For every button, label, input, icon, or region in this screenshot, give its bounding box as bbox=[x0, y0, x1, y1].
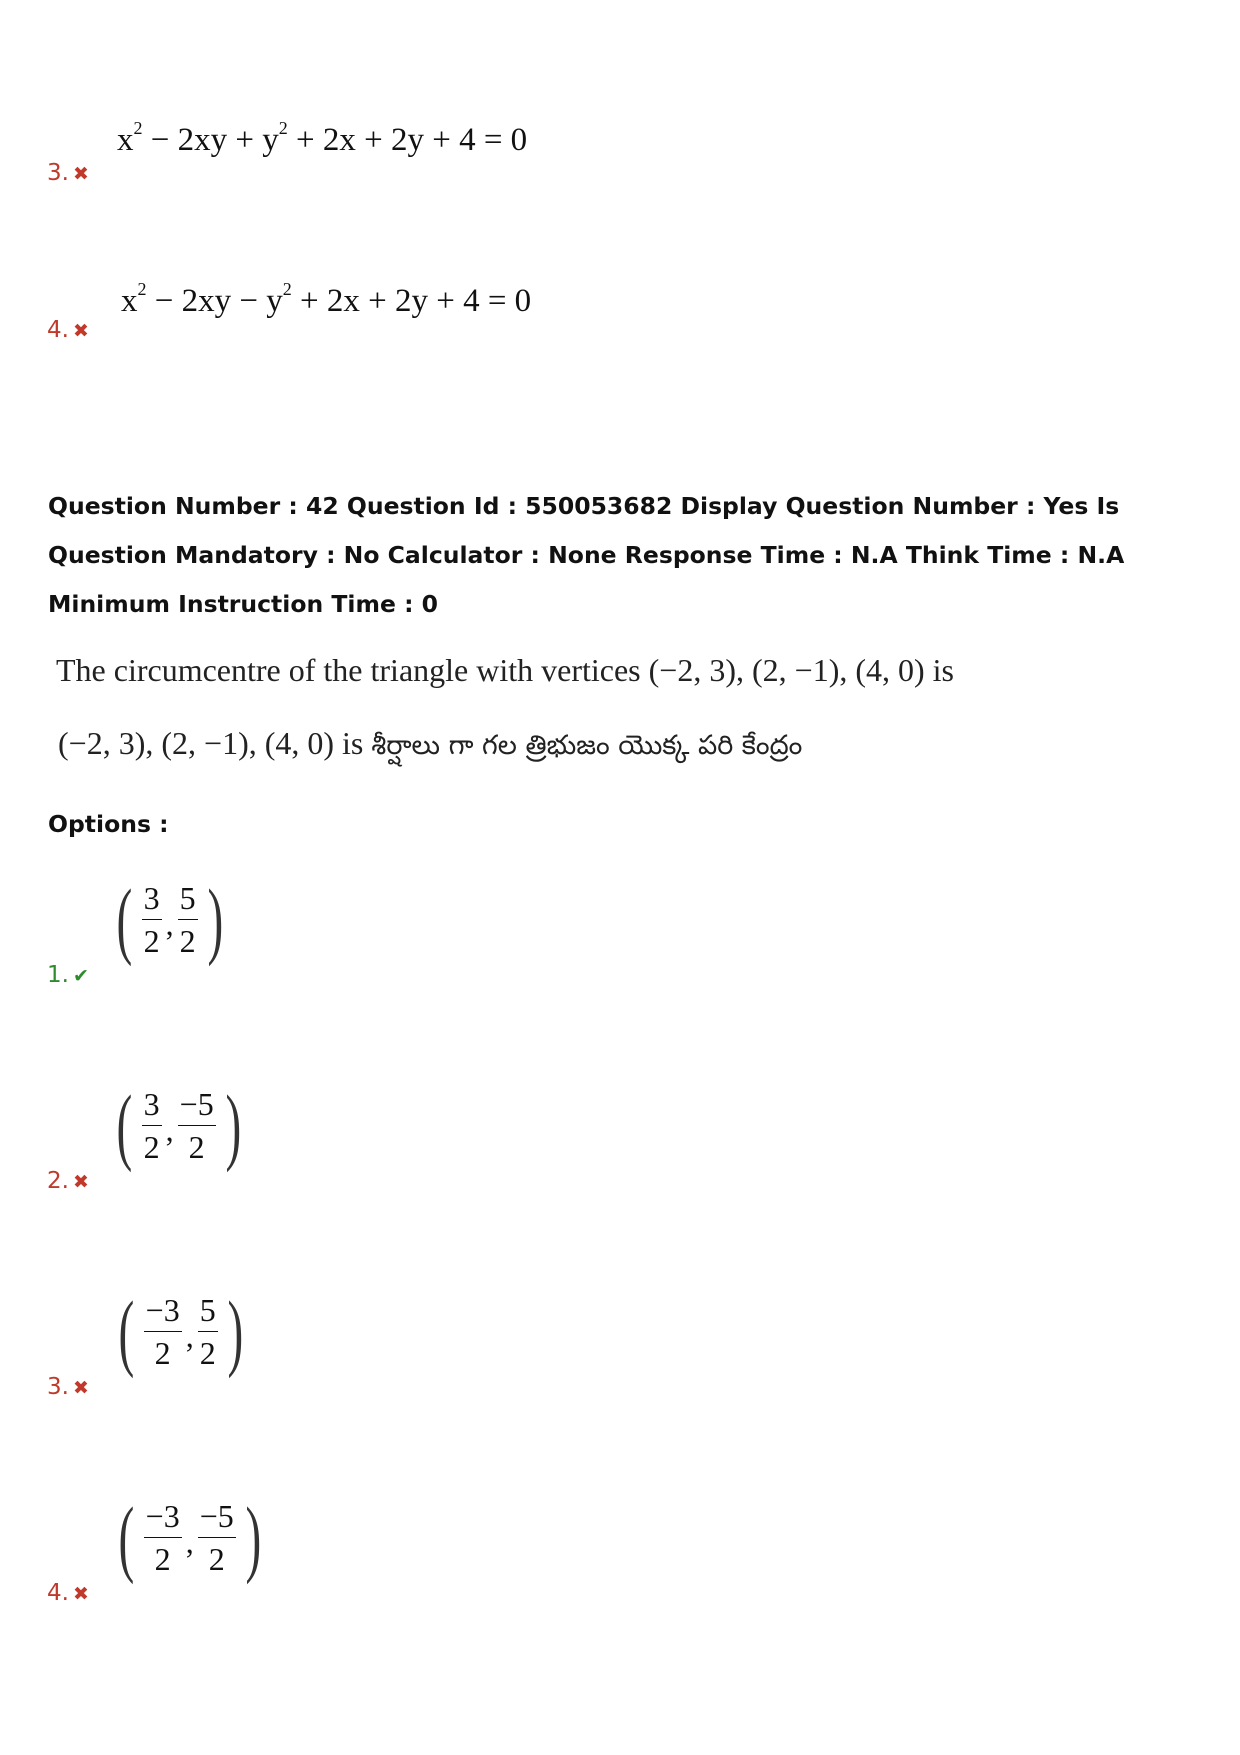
cross-icon: ✖ bbox=[72, 163, 89, 185]
telugu-text: శీర్షాలు గా గల త్రిభుజం యొక్క పరి కేంద్రం bbox=[371, 730, 803, 761]
option-4-number: 4. ✖ bbox=[47, 1580, 89, 1606]
cross-icon: ✖ bbox=[72, 1377, 89, 1399]
option-2-expression: ( $\frac{3}{2}$ , $\frac{-5}{2}$ ) bbox=[116, 1077, 241, 1173]
right-paren: ) bbox=[225, 1077, 241, 1173]
right-paren: ) bbox=[245, 1489, 261, 1585]
telugu-prefix: (−2, 3), (2, −1), (4, 0) is bbox=[58, 725, 364, 761]
option-4-expression: ( $\frac{-3}{2}$ , $\frac{-5}{2}$ ) bbox=[118, 1489, 261, 1585]
prev-option-3-expression: $x^2 - 2xy + y^2 + 2x + 2y + 4 = 0$ bbox=[117, 118, 528, 158]
option-3-expression: ( $\frac{-3}{2}$ , $\frac{5}{2}$ ) bbox=[118, 1283, 243, 1379]
option-1-number: 1. ✔ bbox=[47, 962, 89, 988]
cross-icon: ✖ bbox=[72, 1583, 89, 1605]
prev-option-4-number: 4. ✖ bbox=[47, 317, 89, 343]
left-paren: ( bbox=[116, 1077, 133, 1173]
cross-icon: ✖ bbox=[72, 320, 89, 342]
prev-option-4-expression: $x^2 - 2xy - y^2 + 2x + 2y + 4 = 0$ bbox=[121, 279, 532, 319]
question-meta: Question Number : 42 Question Id : 550053682 Display Question Number : Yes Is Question Mandatory : No Calculator : None Response Time : N.A Think Time : N.A Minimum Instruction Time : 0 bbox=[48, 492, 1125, 618]
left-paren: ( bbox=[118, 1489, 135, 1585]
left-paren: ( bbox=[116, 871, 133, 967]
question-text-telugu bbox=[58, 725, 802, 768]
options-label: Options : bbox=[48, 810, 169, 838]
option-2-number: 2. ✖ bbox=[47, 1168, 89, 1194]
check-icon: ✔ bbox=[72, 965, 89, 987]
option-3-number: 3. ✖ bbox=[47, 1374, 89, 1400]
option-1-expression: ( $\frac{3}{2}$ , $\frac{5}{2}$ ) bbox=[116, 871, 223, 967]
prev-option-3-number: 3. ✖ bbox=[47, 160, 89, 186]
question-text-english: The circumcentre of the triangle with vertices (−2, 3), (2, −1), (4, 0) is bbox=[56, 652, 954, 688]
right-paren: ) bbox=[207, 871, 223, 967]
left-paren: ( bbox=[118, 1283, 135, 1379]
cross-icon: ✖ bbox=[72, 1171, 89, 1193]
right-paren: ) bbox=[227, 1283, 243, 1379]
